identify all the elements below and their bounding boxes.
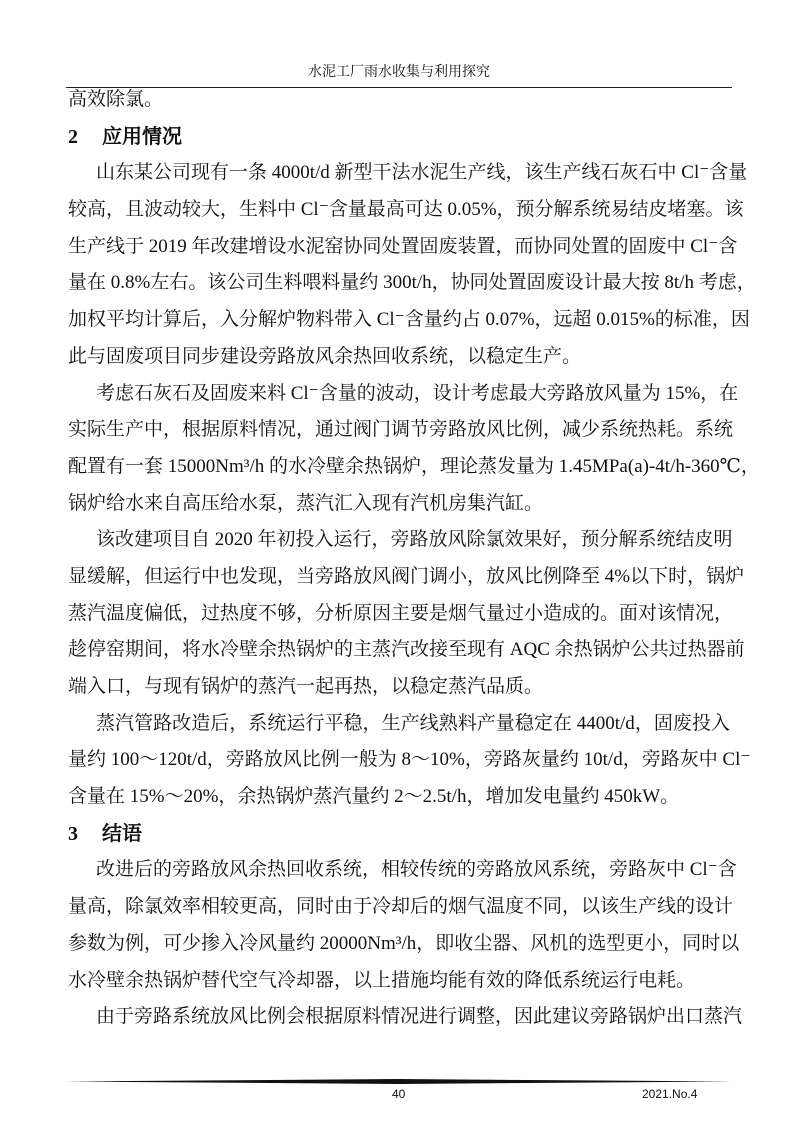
text-line: 显缓解，但运行中也发现，当旁路放风阀门调小，放风比例降至 4%以下时，锅炉 — [68, 565, 745, 587]
paragraph — [68, 376, 760, 523]
text-line: 高效除氯。 — [68, 89, 164, 110]
page-number: 40 — [392, 1087, 406, 1101]
text-line: 考虑石灰石及固废来料 Cl⁻含量的波动，设计考虑最大旁路放风量为 15%，在 — [96, 382, 739, 404]
text-line: 水冷壁余热锅炉替代空气冷却器，以上措施均能有效的降低系统运行电耗。 — [68, 969, 696, 991]
text-line: 配置有一套 15000Nm³/h 的水冷壁余热锅炉，理论蒸发量为 1.45MPa(a)-4t/h-360℃， — [68, 455, 760, 477]
text-line: 改进后的旁路放风余热回收系统，相较传统的旁路放风系统，旁路灰中 Cl⁻含 — [96, 859, 737, 881]
text-line: 由于旁路系统放风比例会根据原料情况进行调整，因此建议旁路锅炉出口蒸汽 — [96, 1006, 743, 1028]
paragraph — [68, 155, 756, 375]
text-line: 山东某公司现有一条 4000t/d 新型干法水泥生产线，该生产线石灰石中 Cl⁻含量 — [96, 162, 748, 184]
text-line: 量约 100～120t/d，旁路放风比例一般为 8～10%，旁路灰量约 10t/d，旁路灰中 Cl⁻ — [68, 749, 751, 771]
paragraph — [68, 852, 740, 999]
text-line: 端入口，与现有锅炉的蒸汽一起再热，以稳定蒸汽品质。 — [68, 676, 544, 697]
text-line: 趁停窑期间，将水冷壁余热锅炉的主蒸汽改接至现有 AQC 余热锅炉公共过热器前 — [68, 639, 745, 661]
text-line: 蒸汽温度偏低，过热度不够，分析原因主要是烟气量过小造成的。面对该情况， — [68, 602, 734, 624]
text-line: 生产线于 2019 年改建增设水泥窑协同处置固废装置，而协同处置的固废中 Cl⁻含 — [68, 235, 738, 257]
text-line: 较高，且波动较大，生料中 Cl⁻含量最高可达 0.05%，预分解系统易结皮堵塞。该 — [68, 199, 744, 221]
section-title: 结语 — [102, 822, 142, 845]
text-line: 该改建项目自 2020 年初投入运行，旁路放风除氯效果好，预分解系统结皮明 — [96, 529, 733, 551]
text-line: 含量在 15%～20%，余热锅炉蒸汽量约 2～2.5t/h，增加发电量约 450kW。 — [68, 786, 680, 808]
text-line: 加权平均计算后，入分解炉物料带入 Cl⁻含量约占 0.07%，远超 0.015%的标准，因 — [68, 309, 750, 331]
paragraph — [68, 522, 745, 705]
section-heading — [68, 119, 730, 156]
text-line: 此与固废项目同步建设旁路放风余热回收系统，以稳定生产。 — [68, 345, 582, 367]
paragraph — [68, 999, 743, 1036]
section-title: 应用情况 — [102, 125, 182, 148]
text-line: 量高，除氯效率相较更高，同时由于冷却后的烟气温度不同，以该生产线的设计 — [68, 896, 734, 918]
text-line: 参数为例，可少掺入冷风量约 20000Nm³/h，即收尘器、风机的选型更小，同时以 — [68, 932, 740, 954]
text-line: 蒸汽管路改造后，系统运行平稳，生产线熟料产量稳定在 4400t/d，固废投入 — [96, 712, 730, 734]
section-heading — [68, 816, 730, 853]
paragraph — [68, 82, 730, 119]
issue-label: 2021.No.4 — [642, 1087, 698, 1101]
section-number: 3 — [68, 822, 78, 845]
article-body — [68, 82, 760, 1036]
text-line: 量在 0.8%左右。该公司生料喂料量约 300t/h，协同处置固废设计最大按 8t/h 考虑， — [68, 272, 756, 294]
section-number: 2 — [68, 125, 78, 148]
running-header-title: 水泥工厂雨水收集与利用探究 — [308, 65, 490, 80]
text-line: 锅炉给水来自高压给水泵，蒸汽汇入现有汽机房集汽缸。 — [68, 492, 544, 514]
footer-rule — [66, 1079, 732, 1083]
text-line: 实际生产中，根据原料情况，通过阀门调节旁路放风比例，减少系统热耗。系统 — [68, 419, 734, 441]
paragraph — [68, 706, 751, 816]
